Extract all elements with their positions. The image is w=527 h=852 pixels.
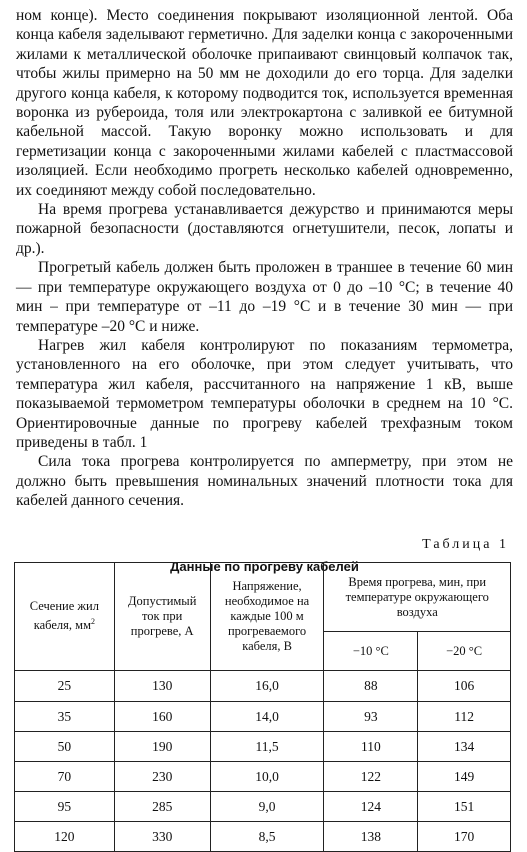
table-cell: 9,0 — [210, 792, 324, 822]
table-cell: 16,0 — [210, 671, 324, 702]
table-cell: 120 — [15, 822, 115, 852]
table-caption: Таблица 1 — [422, 536, 509, 552]
header-current: Допустимый ток при прогреве, А — [114, 563, 210, 671]
table-cell: 95 — [15, 792, 115, 822]
table-row — [15, 822, 511, 852]
paragraph-2: На время прогрева устанавливается дежурство и принимаются меры пожарной безопасности (доставляются огнетушители, песок, лопаты и др.). — [16, 201, 513, 257]
table-cell: 149 — [418, 762, 511, 792]
table-row — [15, 732, 511, 762]
table-cell: 10,0 — [210, 762, 324, 792]
table-cell: 138 — [324, 822, 418, 852]
table-row — [15, 792, 511, 822]
heating-data-table — [14, 562, 511, 852]
table-cell: 25 — [15, 671, 115, 702]
table-cell: 88 — [324, 671, 418, 702]
table-cell: 112 — [418, 702, 511, 732]
table-cell: 110 — [324, 732, 418, 762]
table-cell: 93 — [324, 702, 418, 732]
header-minus10: −10 °С — [324, 632, 418, 671]
paragraph-4: Нагрев жил кабеля контролируют по показаниям термометра, установленного на его оболочке, при этом следует учитывать, что температура жил кабеля, рассчитанного на напряжение 1 кВ, выше показываемой термометром температуры оболочки в среднем на 10 °C. Ориентировочные данные по прогреву кабелей трехфазным током приведены в табл. 1 — [16, 336, 513, 451]
table-cell: 106 — [418, 671, 511, 702]
table-cell: 230 — [114, 762, 210, 792]
table-cell: 124 — [324, 792, 418, 822]
table-cell: 160 — [114, 702, 210, 732]
header-time: Время прогрева, мин, при температуре окружающего воздуха — [324, 563, 511, 632]
table-cell: 190 — [114, 732, 210, 762]
header-section-sup: 2 — [90, 617, 95, 627]
table-cell: 170 — [418, 822, 511, 852]
table-cell: 151 — [418, 792, 511, 822]
table-row — [15, 762, 511, 792]
header-section: Сечение жил кабеля, $мм^2$ — [15, 563, 115, 671]
header-minus20: −20 °С — [418, 632, 511, 671]
table-cell: 122 — [324, 762, 418, 792]
header-voltage: Напряжение, необходимое на каждые 100 м прогреваемого кабеля, В — [210, 563, 324, 671]
table-row — [15, 702, 511, 732]
paragraph-5: Сила тока прогрева контролируется по амперметру, при этом не должно быть превышения номинальных значений плотности тока для кабелей данного сечения. — [16, 453, 513, 510]
table-cell: 8,5 — [210, 822, 324, 852]
table-cell: 50 — [15, 732, 115, 762]
table-cell: 14,0 — [210, 702, 324, 732]
table-row — [15, 671, 511, 702]
table-cell: 11,5 — [210, 732, 324, 762]
table-cell: 130 — [114, 671, 210, 702]
table-cell: 35 — [15, 702, 115, 732]
paragraph-1: ном конце). Место соединения покрывают изоляционной лентой. Оба конца кабеля заделывают герметично. Для заделки конца с закороченными жилами к металлической оболочке припаивают свинцовый колпачок так, чтобы жилы примерно на 50 мм не доходили до его торца. Для заделки другого конца кабеля, к которому подводится ток, используется временная воронка из рубероида, толя или электрокартона с заливкой ее битумной кабельной массой. Такую воронку можно использовать и для герметизации конца с закороченными жилами кабелей с пластмассовой изоляцией. Если необходимо прогреть несколько кабелей одновременно, их соединяют между собой последовательно. — [16, 7, 513, 199]
table-cell: 330 — [114, 822, 210, 852]
table-title: Данные по прогреву кабелей — [170, 558, 359, 574]
table-cell: 70 — [15, 762, 115, 792]
table-cell: 134 — [418, 732, 511, 762]
table-cell: 285 — [114, 792, 210, 822]
paragraph-3: Прогретый кабель должен быть проложен в траншее в течение 60 мин — при температуре окружающего воздуха от 0 до –10 °C; в течение 40 мин – при температуре от –11 до –19 °C и в течение 30 мин — при температуре –20 °C и ниже. — [16, 259, 513, 335]
